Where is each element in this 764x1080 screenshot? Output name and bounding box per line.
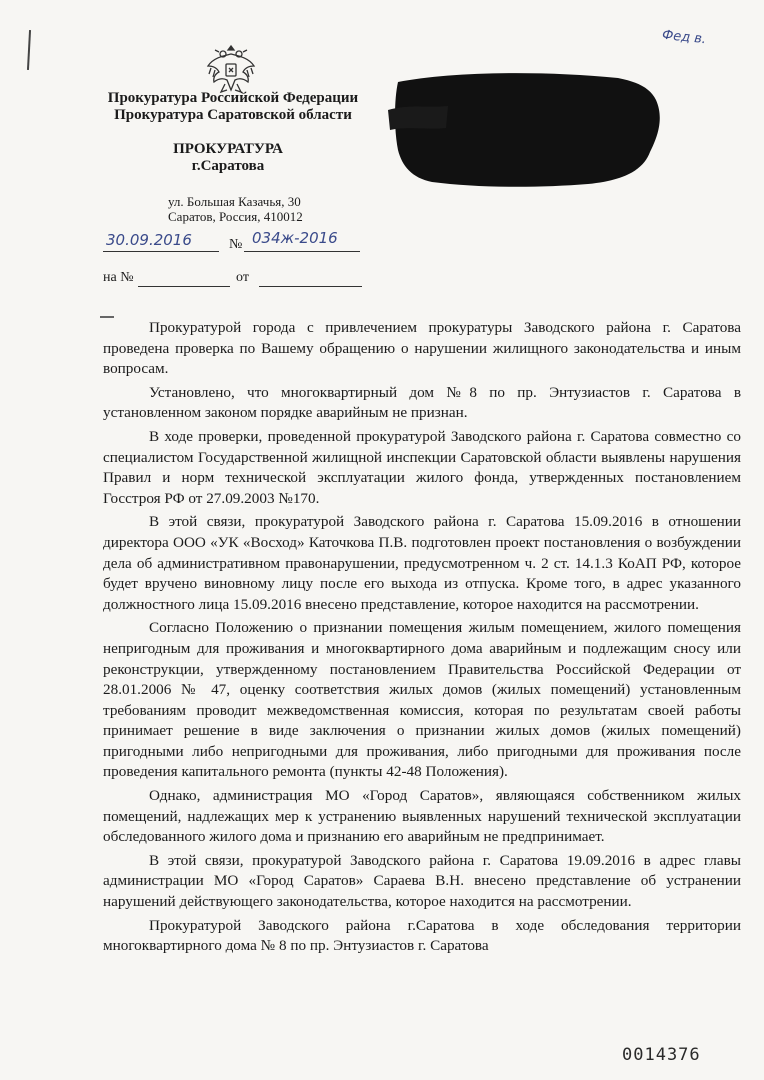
org-name-line2: Прокуратура Саратовской области (114, 107, 352, 123)
body-paragraph: Однако, администрация МО «Город Саратов», являющаяся собственником жилых помещений, надлежащих мер к устранению выявленных нарушений технической эксплуатации обследованного жилого дома и признанию его аварийным не предпринимает. (103, 787, 741, 846)
address-line1: ул. Большая Казачья, 30 (168, 194, 301, 209)
incoming-date-label: от (236, 270, 249, 285)
address-line2: Саратов, Россия, 410012 (168, 209, 303, 224)
incoming-number-line (138, 270, 230, 287)
dept-name-line2: г.Саратова (191, 158, 265, 174)
org-name-line1: Прокуратура Российской Федерации (107, 90, 359, 106)
incoming-number-label: на № (103, 270, 134, 285)
body-paragraph: В ходе проверки, проведенной прокуратурой Заводского района г. Саратова совместно со специалистом Государственной жилищной инспекции Саратовской области выявлены нарушения Правил и норм технической эксплуатации жилого фонда, утвержденных постановлением Госстроя РФ от 27.09.2003 №170. (103, 427, 741, 507)
body-paragraph: Согласно Положению о признании помещения жилым помещением, жилого помещения непригодным для проживания и многоквартирного дома аварийным и подлежащим сносу или реконструкции, утвержденному постановлением Правительства Российской Федерации от 28.01.2006 № 47, оценку соответствия жилых домов (жилых помещений) установленным требованиям проводит межведомственная комиссия, которая по результатам своей работы принимает решение в виде заключения о признании жилых домов (жилых помещений) пригодными либо непригодными для проживания, либо пригодными для проживания после проведения капитального ремонта (пункты 42-48 Положения). (103, 619, 741, 781)
body-paragraph: Прокуратурой города с привлечением прокуратуры Заводского района г. Саратова проведена проверка по Вашему обращению о нарушении жилищного законодательства и иным вопросам. (103, 319, 741, 378)
document-serial-number: 0014376 (622, 1045, 701, 1065)
body-paragraph: В этой связи, прокуратурой Заводского района г. Саратова 15.09.2016 в отношении директора ООО «УК «Восход» Каточкова П.В. подготовлен проект постановления о возбуждении дела об административном правонарушении, предусмотренном ч. 2 ст. 14.1.3 КоАП РФ, которое будет вручено виновному лицу после его выхода из отпуска. Кроме того, в адрес указанного должностного лица 15.09.2016 внесено представление, которое находится на рассмотрении. (103, 513, 741, 613)
body-paragraph: В этой связи, прокуратурой Заводского района г. Саратова 19.09.2016 в адрес главы администрации МО «Город Саратов» Сараева В.Н. внесено представление об устранении нарушений действующего законодательства, которое находится на рассмотрении. (103, 851, 741, 911)
number-symbol: № (229, 237, 243, 252)
outgoing-date-handwritten: 30.09.2016 (106, 231, 192, 249)
handwritten-corner-note: Фед в. (661, 27, 707, 48)
incoming-date-line (259, 270, 362, 287)
redaction-block (388, 70, 668, 190)
double-headed-eagle-icon (205, 40, 257, 96)
dept-name-line1: ПРОКУРАТУРА (173, 141, 283, 157)
margin-pen-mark (27, 30, 31, 70)
body-paragraph: Прокуратурой Заводского района г.Саратова в ходе обследования территории многоквартирного дома № 8 по пр. Энтузиастов г. Саратова (103, 916, 741, 955)
letter-body (103, 318, 741, 960)
outgoing-number-handwritten: 034ж-2016 (252, 229, 338, 247)
body-paragraph: Установлено, что многоквартирный дом №8 по пр. Энтузиастов г. Саратова в установленном законом порядке аварийным не признан. (103, 383, 741, 422)
